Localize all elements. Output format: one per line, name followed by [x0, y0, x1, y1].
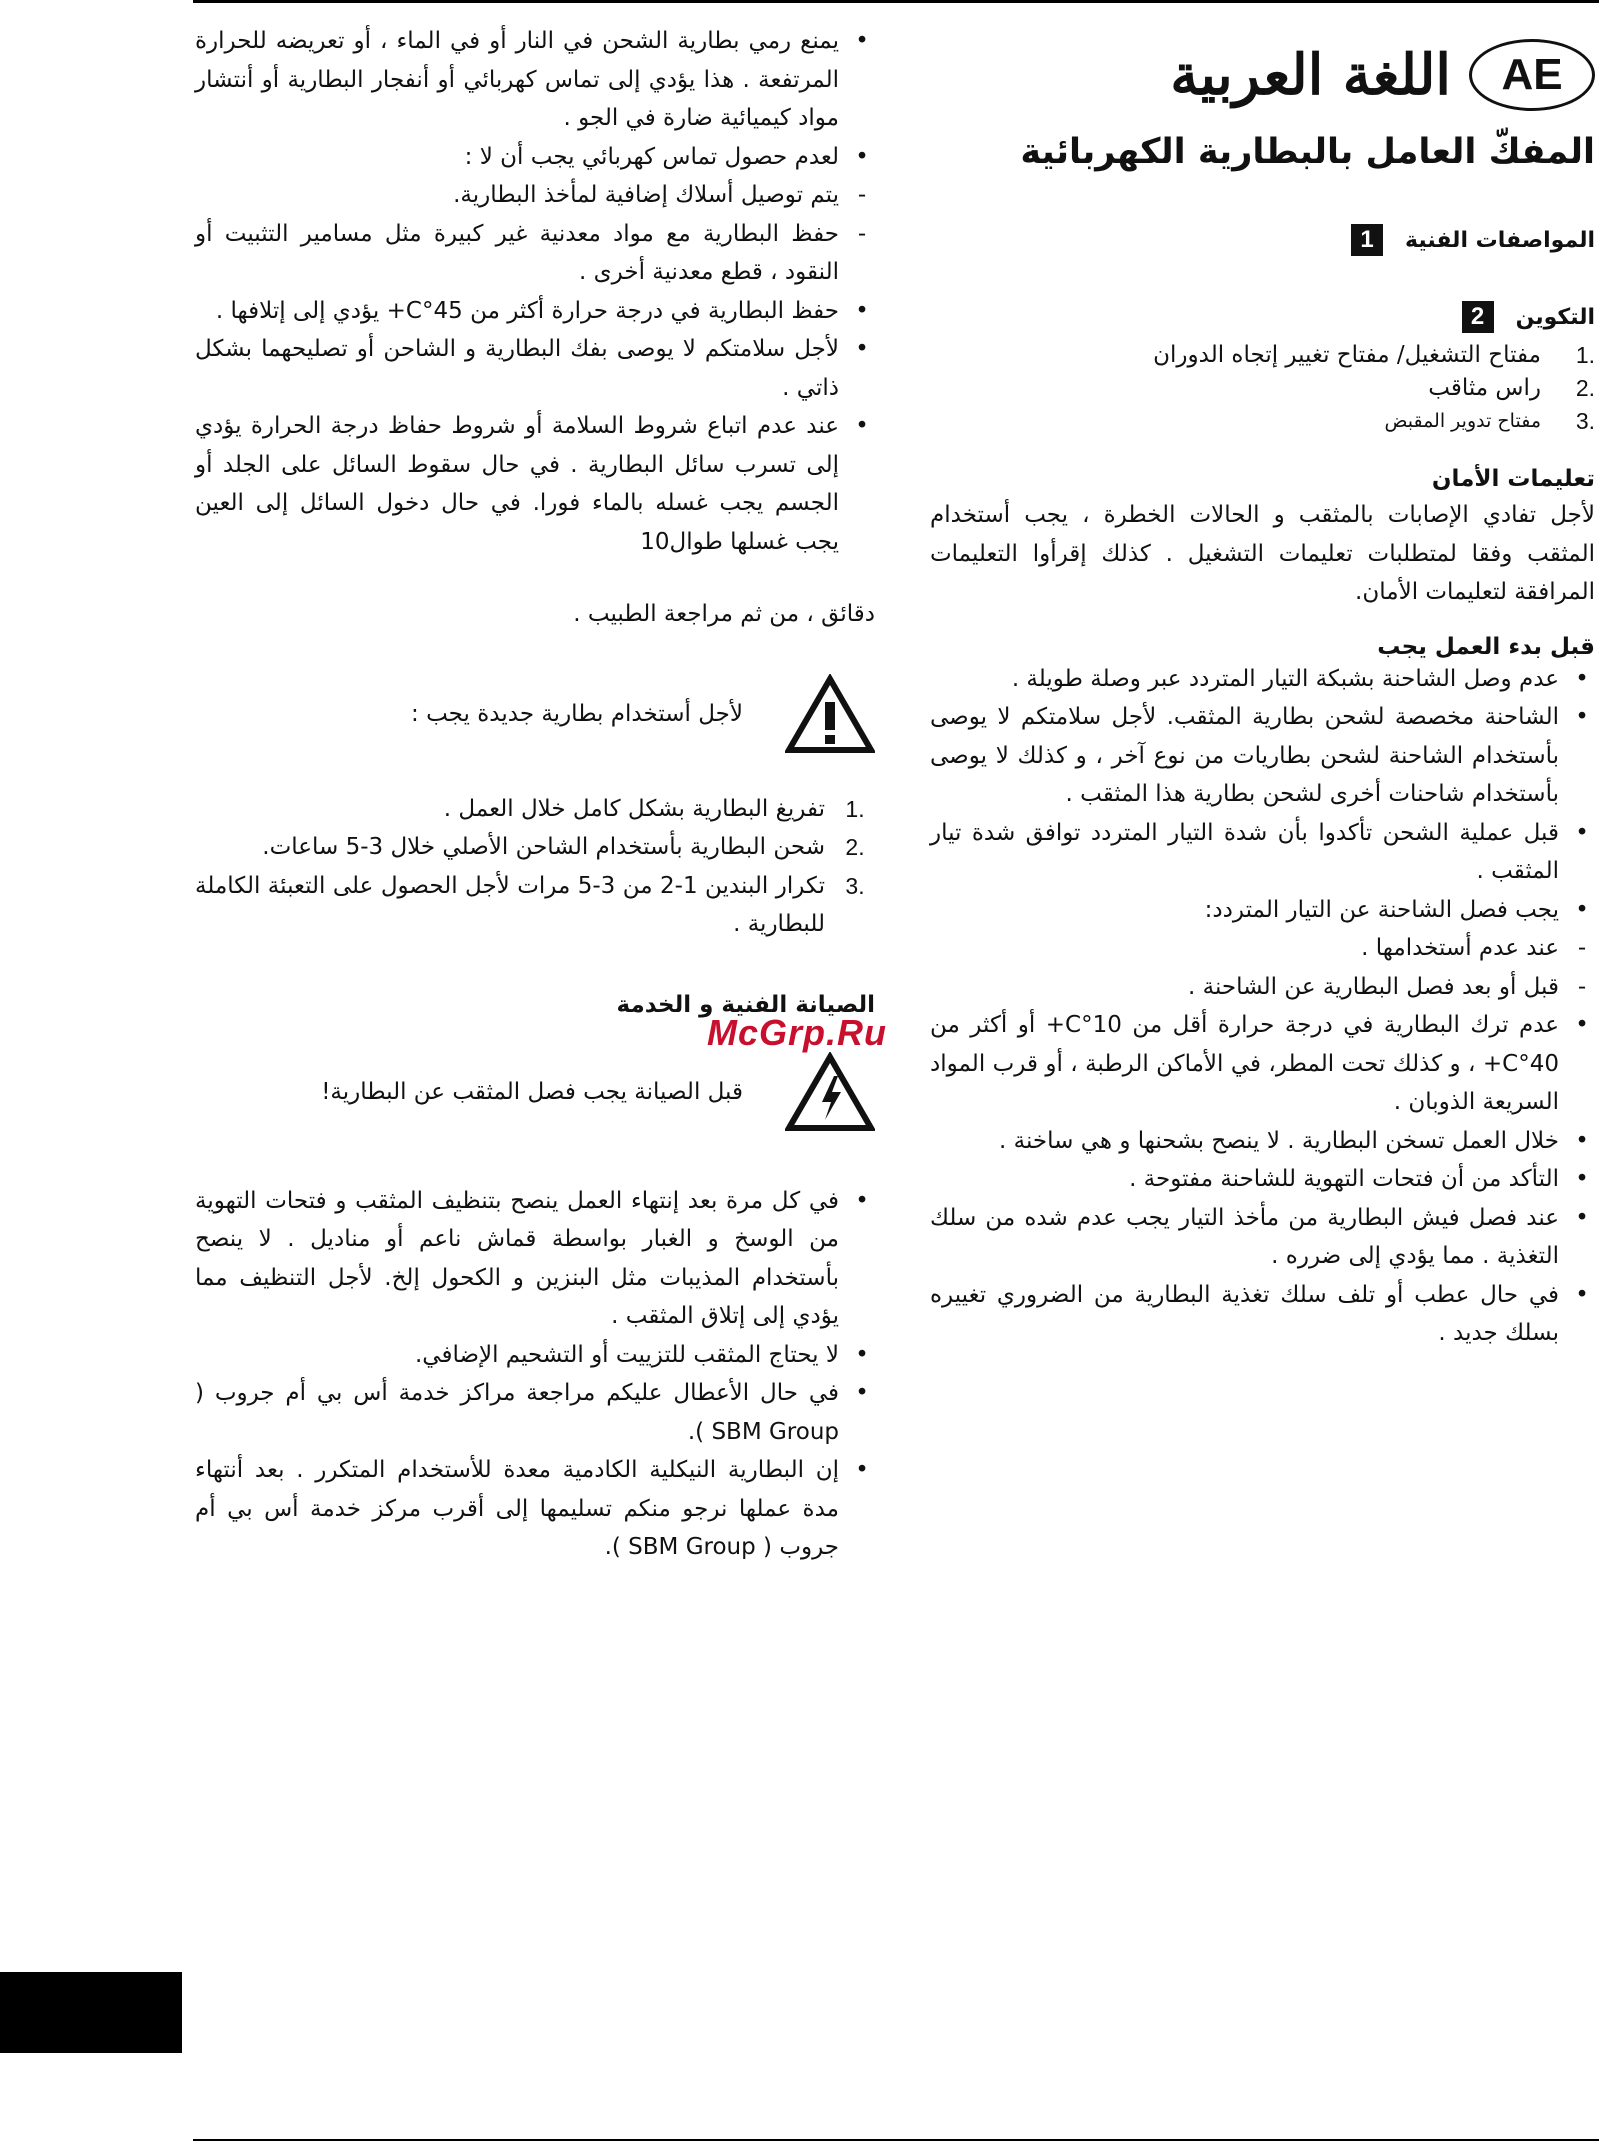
top-rule [193, 0, 1599, 3]
bullet-mark: • [855, 413, 869, 439]
list-item [195, 176, 875, 215]
before-work-list [930, 660, 1595, 1353]
item-number: .1 [1575, 342, 1595, 368]
list-item [930, 929, 1595, 968]
bullet-mark: • [1575, 1204, 1589, 1231]
item-number: .2 [1575, 375, 1595, 401]
list-item [195, 22, 875, 138]
item-text: حفظ البطارية في درجة حرارة أكثر من 45°C+ يؤدي إلى إتلافها . [215, 297, 839, 324]
item-text: لا يحتاج المثقب للتزييت أو التشحيم الإضافي. [414, 1341, 839, 1368]
list-item [195, 1182, 875, 1336]
specs-title: المواصفات الفنية [1405, 227, 1595, 253]
item-text: يتم توصيل أسلاك إضافية لمأخذ البطارية. [453, 182, 839, 208]
language-header [930, 30, 1595, 120]
item-text: عدم ترك البطارية في درجة حرارة أقل من 10°C+ أو أكثر من 40°C+ ، و كذلك تحت المطر، في الأماكن الرطبة ، أو قرب المواد السريعة الذوبان . [930, 1012, 1559, 1115]
bullet-mark: • [1575, 819, 1589, 846]
list-item [195, 1336, 875, 1375]
dash-mark: - [1577, 935, 1587, 961]
list-item [195, 1451, 875, 1567]
item-text: لأجل سلامتكم لا يوصى بفك البطارية و الشاحن أو تصليحهما بشكل ذاتي . [195, 336, 839, 401]
list-item [930, 1276, 1595, 1353]
list-item [195, 790, 875, 829]
item-text: تكرار البندين 1-2 من 3-5 مرات لأجل الحصول على التعبئة الكاملة للبطارية . [195, 872, 826, 937]
item-text: في كل مرة بعد إنتهاء العمل ينصح بتنظيف المثقب و فتحات التهوية من الوسخ و الغبار بواسطة قماش ناعم أو مناديل . لا ينصح بأستخدام المذيبات مثل البنزين و الكحول إلخ. لأجل التنظيف مما يؤدي إلى إتلاق المثقب . [195, 1187, 839, 1329]
item-text: خلال العمل تسخن البطارية . لا ينصح بشحنها و هي ساخنة . [999, 1127, 1559, 1154]
list-item [930, 372, 1595, 405]
warning-electric-icon [785, 1052, 875, 1132]
list-item [930, 1006, 1595, 1122]
page-tab-marker [0, 1972, 182, 2053]
bullet-mark: • [1575, 1281, 1589, 1308]
maintenance-list [195, 1182, 875, 1567]
safety-intro: لأجل تفادي الإصابات بالمثقب و الحالات الخطرة ، يجب أستخدام المثقب وفقا لمتطلبات تعليمات التشغيل . كذلك إقرأوا التعليمات المرافقة لتعليمات الأمان. [930, 502, 1595, 605]
item-text: تفريغ البطارية بشكل كامل خلال العمل . [443, 795, 825, 822]
item-text: لعدم حصول تماس كهربائي يجب أن لا : [464, 143, 839, 170]
maintenance-heading: الصيانة الفنية و الخدمة [616, 991, 875, 1018]
specs-figure-number: 1 [1351, 224, 1383, 256]
item-text: قبل عملية الشحن تأكدوا بأن شدة التيار المتردد توافق شدة تيار المثقب . [930, 819, 1559, 884]
bullet-mark: • [1575, 665, 1589, 692]
item-number: .3 [1575, 408, 1595, 434]
dash-mark: - [1577, 973, 1587, 1000]
item-text: في حال عطب أو تلف سلك تغذية البطارية من الضروري تغييره بسلك جديد . [930, 1281, 1559, 1346]
list-item [930, 660, 1595, 699]
bullet-mark: • [855, 1187, 869, 1214]
item-text: عند عدم أستخدامها . [1361, 935, 1559, 961]
list-item [195, 407, 875, 561]
before-work-heading: قبل بدء العمل يجب [1377, 633, 1595, 660]
list-item [930, 1199, 1595, 1276]
maintenance-warning-text: قبل الصيانة يجب فصل المثقب عن البطارية! [321, 1078, 743, 1105]
item-text: يمنع رمي بطارية الشحن في النار أو في الماء ، أو تعريضه للحرارة المرتفعة . هذا يؤدي إلى تماس كهربائي أو أنفجار البطارية أو أنتشار مواد كيميائية ضارة في الجو . [195, 28, 839, 131]
bullet-mark: • [1575, 1166, 1589, 1192]
battery-rules-continuation: دقائق ، من ثم مراجعة الطبيب . [573, 601, 875, 627]
language-title: اللغة العربية [1170, 42, 1451, 108]
list-item [195, 330, 875, 407]
item-text: عند عدم اتباع شروط السلامة أو شروط حفاظ درجة الحرارة يؤدي إلى تسرب سائل البطارية . في حال سقوط السائل على الجلد أو الجسم يجب غسله بالماء فورا. في حال دخول السائل إلى العين يجب غسلها طوال10 [195, 413, 839, 555]
list-item [930, 698, 1595, 814]
list-item [195, 292, 875, 331]
bullet-mark: • [855, 1341, 869, 1368]
config-list [930, 339, 1595, 438]
dash-mark: - [857, 220, 867, 247]
item-number: .3 [845, 872, 865, 899]
bullet-mark: • [855, 28, 869, 54]
bullet-mark: • [855, 336, 869, 362]
list-item [930, 339, 1595, 372]
item-number: .1 [845, 795, 865, 822]
list-item [930, 405, 1595, 438]
dash-mark: - [857, 182, 867, 208]
new-battery-warning [195, 674, 875, 754]
list-item [930, 1122, 1595, 1161]
bullet-mark: • [855, 1380, 869, 1406]
battery-rules-list [195, 22, 875, 561]
bullet-mark: • [855, 297, 869, 324]
list-item [930, 1160, 1595, 1199]
watermark: McGrp.Ru [707, 1012, 888, 1053]
safety-heading: تعليمات الأمان [1431, 466, 1595, 492]
list-item [930, 891, 1595, 930]
maintenance-warning [195, 1052, 875, 1132]
bullet-mark: • [855, 1457, 869, 1483]
list-item [195, 828, 875, 867]
item-text: عدم وصل الشاحنة بشبكة التيار المتردد عبر وصلة طويلة . [1011, 665, 1559, 692]
bullet-mark: • [1575, 1127, 1589, 1154]
item-text: الشاحنة مخصصة لشحن بطارية المثقب. لأجل سلامتكم لا يوصى بأستخدام الشاحنة لشحن بطاريات من نوع آخر ، و كذلك لا يوصى بأستخدام شاحنات أخرى لشحن بطارية هذا المثقب . [930, 704, 1559, 807]
bullet-mark: • [1575, 896, 1589, 923]
right-column [930, 30, 1595, 1353]
bullet-mark: • [1575, 1012, 1589, 1038]
item-text: التأكد من أن فتحات التهوية للشاحنة مفتوحة . [1129, 1166, 1559, 1192]
bullet-mark: • [1575, 704, 1589, 730]
item-text: في حال الأعطال عليكم مراجعة مراكز خدمة أس بي أم جروب ( SBM Group ). [195, 1380, 839, 1445]
list-item [195, 1374, 875, 1451]
item-number: .2 [845, 834, 865, 860]
item-text: مفتاح التشغيل/ مفتاح تغيير إتجاه الدوران [1153, 342, 1541, 368]
bottom-rule [193, 2139, 1599, 2141]
warning-exclamation-icon [785, 674, 875, 754]
item-text: حفظ البطارية مع مواد معدنية غير كبيرة مثل مسامير التثبيت أو النقود ، قطع معدنية أخرى . [195, 220, 839, 285]
specs-heading [930, 224, 1595, 256]
list-item [930, 814, 1595, 891]
list-item [195, 867, 875, 944]
item-text: قبل أو بعد فصل البطارية عن الشاحنة . [1188, 973, 1559, 1000]
item-text: إن البطارية النيكلية الكادمية معدة للأستخدام المتكرر . بعد أنتهاء مدة عملها نرجو منكم تسليمها إلى أقرب مركز خدمة أس بي أم جروب ( SBM Group ). [195, 1457, 839, 1560]
left-column [195, 22, 875, 1567]
list-item [930, 968, 1595, 1007]
item-text: عند فصل فيش البطارية من مأخذ التيار يجب عدم شده من سلك التغذية . مما يؤدي إلى ضرره . [930, 1204, 1559, 1269]
list-item [195, 215, 875, 292]
new-battery-steps [195, 790, 875, 944]
config-title: التكوين [1515, 304, 1595, 330]
language-badge: AE [1469, 39, 1595, 111]
item-text: شحن البطارية بأستخدام الشاحن الأصلي خلال 3-5 ساعات. [262, 834, 825, 860]
bullet-mark: • [855, 143, 869, 170]
item-text: راس مثاقب [1428, 375, 1541, 401]
config-heading [930, 301, 1595, 333]
product-title: المفكّ العامل بالبطارية الكهربائية [1020, 132, 1595, 172]
item-text: يجب فصل الشاحنة عن التيار المتردد: [1204, 896, 1559, 923]
list-item [195, 138, 875, 177]
item-text: مفتاح تدوير المقبض [1384, 410, 1541, 432]
config-figure-number: 2 [1462, 301, 1494, 333]
new-battery-warning-text: لأجل أستخدام بطارية جديدة يجب : [411, 700, 743, 727]
